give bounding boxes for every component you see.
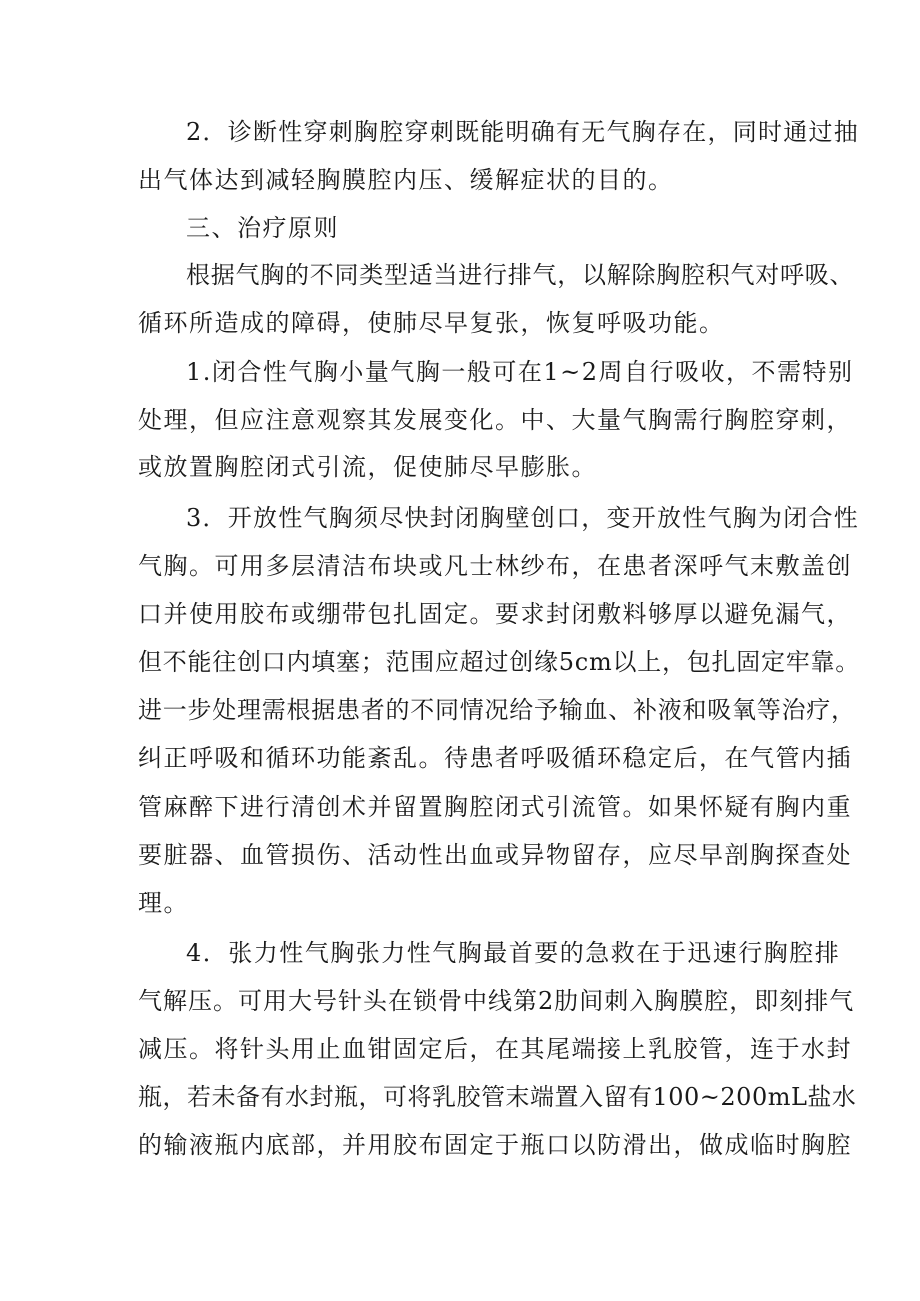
text-line: 处理，但应注意观察其发展变化。中、大量气胸需行胸腔穿刺， bbox=[138, 406, 852, 434]
text-line: 口并使用胶布或绷带包扎固定。要求封闭敷料够厚以避免漏气， bbox=[138, 600, 852, 628]
text-line: 但不能往创口内填塞；范围应超过创缘5cm以上，包扎固定牢靠。 bbox=[138, 648, 860, 676]
text-line: 要脏器、血管损伤、活动性出血或异物留存，应尽早剖胸探查处 bbox=[138, 841, 852, 869]
text-line: 进一步处理需根据患者的不同情况给予输血、补液和吸氧等治疗， bbox=[138, 696, 856, 724]
text-line: 根据气胸的不同类型适当进行排气，以解除胸腔积气对呼吸、 bbox=[186, 261, 855, 289]
text-line: 出气体达到减轻胸膜腔内压、缓解症状的目的。 bbox=[138, 166, 674, 194]
text-line: 管麻醉下进行清创术并留置胸腔闭式引流管。如果怀疑有胸内重 bbox=[138, 793, 852, 821]
text-line: 或放置胸腔闭式引流，促使肺尽早膨胀。 bbox=[138, 453, 597, 481]
text-line: 瓶，若未备有水封瓶，可将乳胶管末端置入留有100~200mL盐水 bbox=[138, 1083, 857, 1111]
text-line: 循环所造成的障碍，使肺尽早复张，恢复呼吸功能。 bbox=[138, 309, 725, 337]
text-line: 2．诊断性穿刺胸腔穿刺既能明确有无气胸存在，同时通过抽 bbox=[186, 118, 860, 146]
text-line: 3．开放性气胸须尽快封闭胸壁创口，变开放性气胸为闭合性 bbox=[186, 504, 860, 532]
text-line: 的输液瓶内底部，并用胶布固定于瓶口以防滑出，做成临时胸腔 bbox=[138, 1131, 852, 1159]
section-heading: 三、治疗原则 bbox=[186, 214, 339, 242]
text-line: 气胸。可用多层清洁布块或凡士林纱布，在患者深呼气末敷盖创 bbox=[138, 552, 852, 580]
text-line: 气解压。可用大号针头在锁骨中线第2肋间刺入胸膜腔，即刻排气 bbox=[138, 987, 855, 1015]
text-line: 4．张力性气胸张力性气胸最首要的急救在于迅速行胸腔排 bbox=[186, 939, 841, 967]
text-line: 纠正呼吸和循环功能紊乱。待患者呼吸循环稳定后，在气管内插 bbox=[138, 744, 852, 772]
text-line: 理。 bbox=[138, 889, 189, 917]
text-line: 减压。将针头用止血钳固定后，在其尾端接上乳胶管，连于水封 bbox=[138, 1035, 852, 1063]
text-line: 1.闭合性气胸小量气胸一般可在1~2周自行吸收，不需特别 bbox=[186, 358, 854, 386]
